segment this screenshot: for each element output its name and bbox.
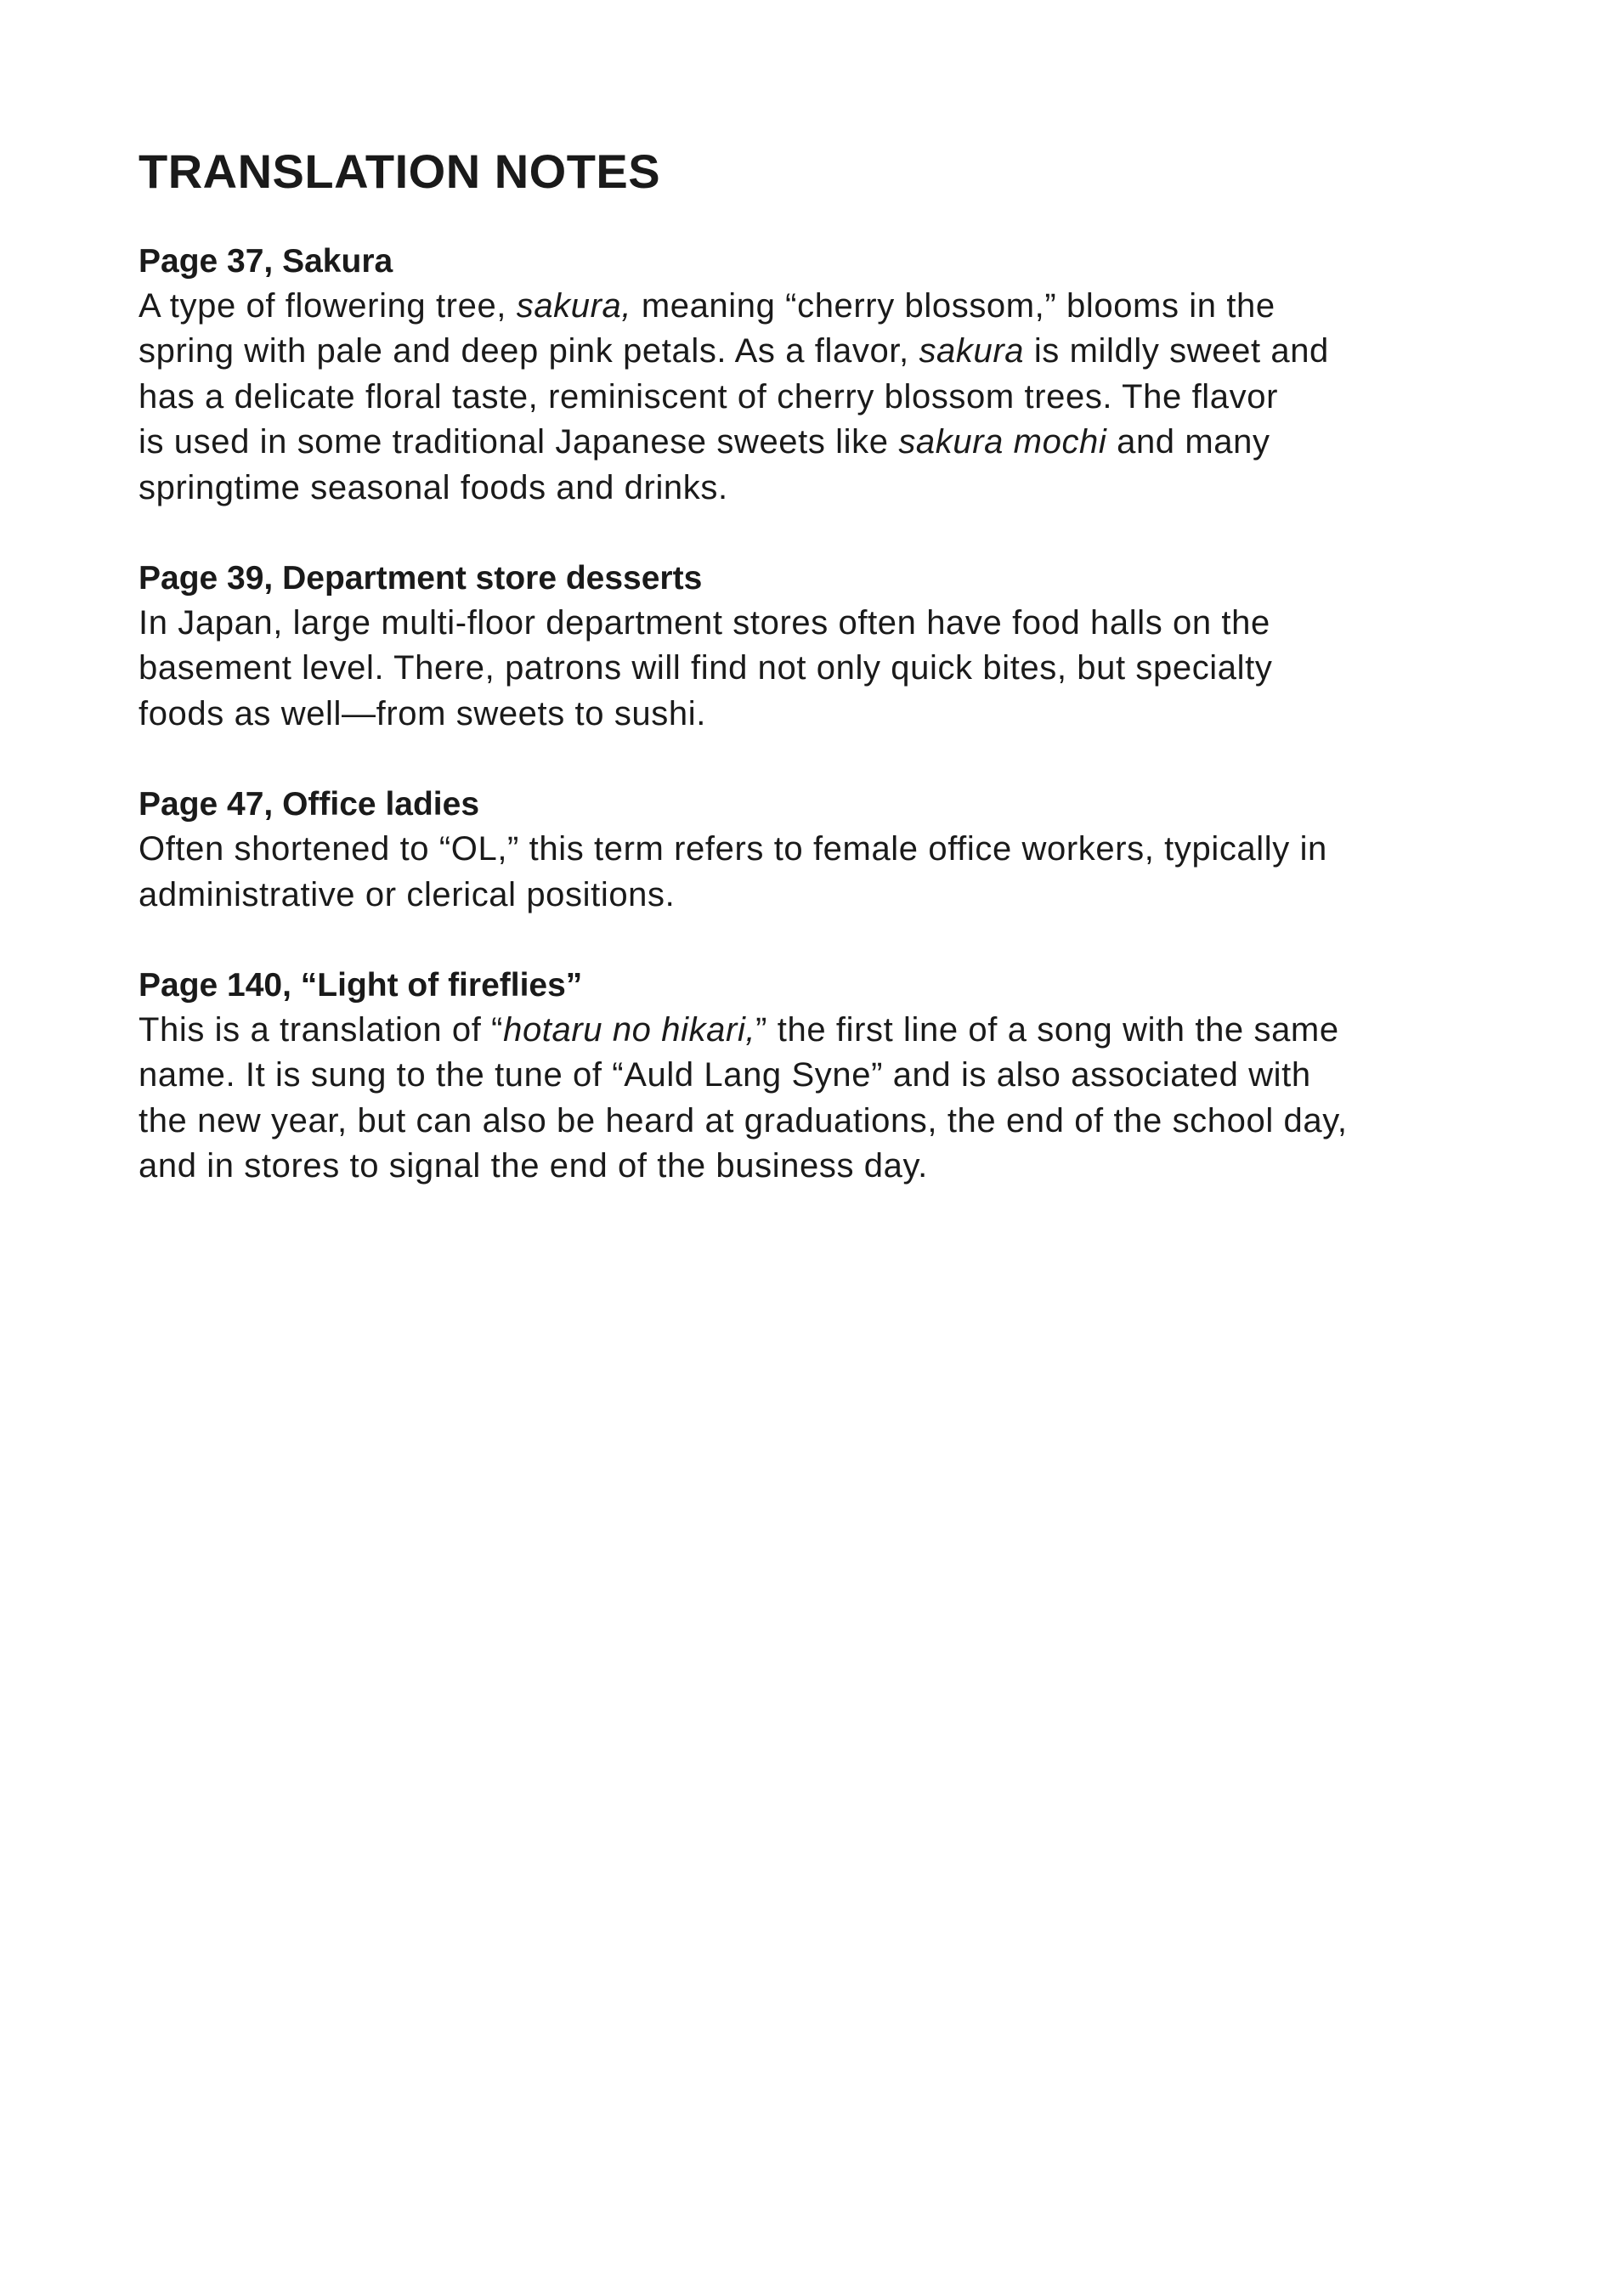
- note-office-ladies: [139, 783, 1481, 918]
- note-heading: Page 140, “Light of fireflies”: [139, 967, 583, 1004]
- text-line: [139, 1099, 1481, 1144]
- text-run: ” the first line of a song with the same: [755, 1011, 1339, 1049]
- note-body: [139, 1008, 1481, 1190]
- text-line: [139, 420, 1481, 465]
- text-run: basement level. There, patrons will find not only quick bites, but specialty: [139, 649, 1273, 687]
- text-run: springtime seasonal foods and drinks.: [139, 468, 728, 506]
- page-title: TRANSLATION NOTES: [139, 144, 661, 198]
- text-run: and many: [1106, 423, 1270, 461]
- note-body: [139, 601, 1481, 737]
- text-line: [139, 466, 1481, 511]
- italic-term: sakura mochi: [898, 423, 1107, 461]
- text-line: [139, 692, 1481, 737]
- text-run: spring with pale and deep pink petals. As a flavor,: [139, 332, 919, 370]
- text-run: name. It is sung to the tune of “Auld Lang Syne” and is also associated with: [139, 1056, 1311, 1094]
- text-run: This is a translation of “: [139, 1011, 504, 1049]
- text-line: [139, 329, 1481, 374]
- text-line: [139, 375, 1481, 420]
- text-run: has a delicate floral taste, reminiscent of cherry blossom trees. The flavor: [139, 377, 1278, 416]
- note-body: [139, 827, 1481, 918]
- text-line: [139, 284, 1481, 329]
- text-run: meaning “cherry blossom,” blooms in the: [631, 287, 1275, 325]
- text-run: A type of flowering tree,: [139, 287, 517, 325]
- text-run: In Japan, large multi-floor department stores often have food halls on the: [139, 604, 1270, 642]
- italic-term: sakura,: [516, 287, 632, 325]
- text-line: [139, 601, 1481, 646]
- text-line: [139, 646, 1481, 691]
- note-department-store-desserts: [139, 557, 1481, 737]
- note-heading: Page 37, Sakura: [139, 243, 393, 280]
- note-light-of-fireflies: [139, 964, 1481, 1190]
- note-heading: Page 47, Office ladies: [139, 786, 480, 823]
- text-line: [139, 1144, 1481, 1189]
- note-body: [139, 284, 1481, 511]
- text-line: [139, 1053, 1481, 1098]
- text-run: is used in some traditional Japanese sweets like: [139, 423, 899, 461]
- italic-term: hotaru no hikari,: [503, 1011, 756, 1049]
- text-line: [139, 1008, 1481, 1053]
- text-run: the new year, but can also be heard at graduations, the end of the school day,: [139, 1101, 1348, 1140]
- text-run: administrative or clerical positions.: [139, 875, 676, 913]
- translation-notes-page: [139, 141, 1481, 1190]
- text-run: is mildly sweet and: [1024, 332, 1329, 370]
- text-line: [139, 827, 1481, 872]
- italic-term: sakura: [919, 332, 1025, 370]
- text-run: foods as well—from sweets to sushi.: [139, 694, 706, 732]
- text-run: and in stores to signal the end of the business day.: [139, 1147, 928, 1185]
- note-heading: Page 39, Department store desserts: [139, 560, 703, 597]
- text-run: Often shortened to “OL,” this term refers to female office workers, typically in: [139, 830, 1327, 868]
- note-sakura: [139, 240, 1481, 511]
- text-line: [139, 873, 1481, 918]
